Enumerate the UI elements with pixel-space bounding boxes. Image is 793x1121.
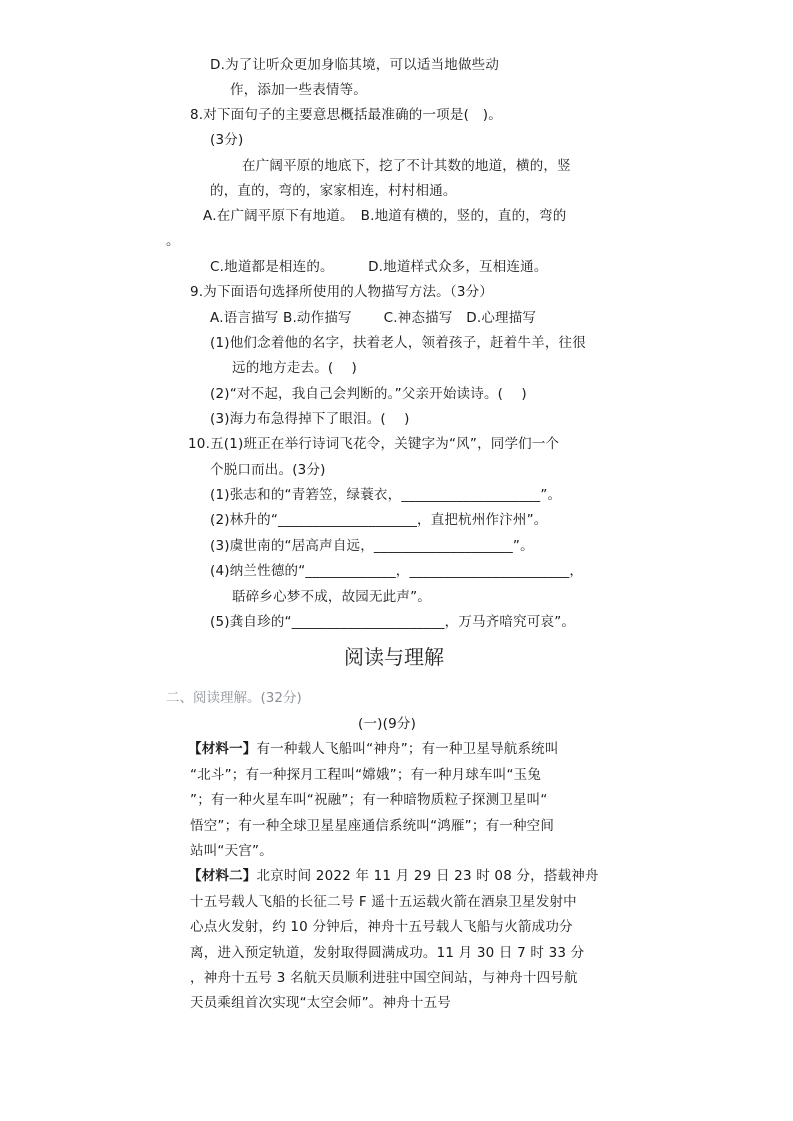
material1-line3: ”；有一种火星车叫“祝融”；有一种暗物质粒子探测卫星叫“ [190, 792, 548, 808]
material2-line1-text: 北京时间 2022 年 11 月 29 日 23 时 08 分，搭载神舟 [256, 868, 599, 884]
q10-stem-line2: 个脱口而出。(3分) [210, 462, 326, 478]
q10-stem-line1: 10.五(1)班正在举行诗词飞花令，关键字为“风”，同学们一个 [188, 436, 560, 452]
part2-heading: 二、阅读理解。(32分) [166, 690, 302, 706]
q9-stem: 9.为下面语句选择所使用的人物描写方法。（3分） [190, 284, 494, 300]
q10-item4-line1: (4)纳兰性德的“_____________，_______________________， [210, 563, 584, 579]
q8-passage-line1: 在广阔平原的地底下，挖了不计其数的地道，横的，竖 [242, 158, 571, 174]
material1-line1-text: 有一种载人飞船叫“神舟”；有一种卫星导航系统叫 [256, 741, 559, 757]
q8-stem: 8.对下面句子的主要意思概括最准确的一项是( )。 [190, 107, 502, 123]
q8-option-ab: A.在广阔平原下有地道。 B.地道有横的，竖的，直的，弯的 [203, 208, 567, 224]
q8-passage-line2: 的，直的，弯的，家家相连，村村相通。 [210, 183, 457, 199]
material2-label: 【材料二】 [188, 868, 257, 884]
material1-line2: “北斗”；有一种探月工程叫“嫦娥”；有一种月球车叫“玉兔 [190, 767, 542, 783]
q10-item3: (3)虞世南的“居高声自远，____________________”。 [210, 538, 534, 554]
material2-line4: 离，进入预定轨道，发射取得圆满成功。11 月 30 日 7 时 33 分 [190, 945, 585, 961]
q8-option-ab-wrap: 。 [166, 233, 180, 249]
section-title: 阅读与理解 [344, 645, 444, 669]
material1-label: 【材料一】 [188, 741, 257, 757]
material2-line1 [188, 867, 599, 885]
q7-option-d-line1: D.为了让听众更加身临其境，可以适当地做些动 [210, 57, 500, 73]
q9-item2: (2)“对不起，我自己会判断的。”父亲开始读诗。( ) [210, 386, 527, 402]
q8-score: (3分) [210, 132, 244, 148]
q10-item2: (2)林升的“____________________，直把杭州作汴州”。 [210, 512, 548, 528]
q9-item1-line1: (1)他们念着他的名字，扶着老人，领着孩子，赶着牛羊，往很 [210, 335, 586, 351]
material1-line4: 悟空”；有一种全球卫星星座通信系统叫“鸿雁”；有一种空间 [190, 818, 555, 834]
q8-option-cd: C.地道都是相连的。 D.地道样式众多，互相连通。 [210, 259, 548, 275]
q10-item4-line2: 聒碎乡心梦不成，故园无此声”。 [232, 589, 431, 605]
q10-item5: (5)龚自珍的“______________________，万马齐喑究可哀”。 [210, 614, 576, 630]
material1-line1 [188, 740, 559, 758]
material2-line6: 天员乘组首次实现“太空会师”。神舟十五号 [190, 995, 451, 1011]
part2-sub-heading: (一)(9分) [358, 716, 417, 732]
q9-options: A.语言描写 B.动作描写 C.神态描写 D.心理描写 [210, 310, 537, 326]
q10-item1: (1)张志和的“青箬笠，绿蓑衣，____________________”。 [210, 487, 562, 503]
material2-line3: 心点火发射，约 10 分钟后，神舟十五号载人飞船与火箭成功分 [190, 919, 573, 935]
q9-item1-line2: 远的地方走去。( ) [232, 360, 358, 376]
material2-line5: ，神舟十五号 3 名航天员顺利进驻中国空间站，与神舟十四号航 [190, 970, 578, 986]
material2-line2: 十五号载人飞船的长征二号 F 遥十五运载火箭在酒泉卫星发射中 [190, 894, 577, 910]
q7-option-d-line2: 作，添加一些表情等。 [230, 82, 367, 98]
material1-line5: 站叫“天宫”。 [190, 843, 273, 859]
q9-item3: (3)海力布急得掉下了眼泪。( ) [210, 411, 410, 427]
